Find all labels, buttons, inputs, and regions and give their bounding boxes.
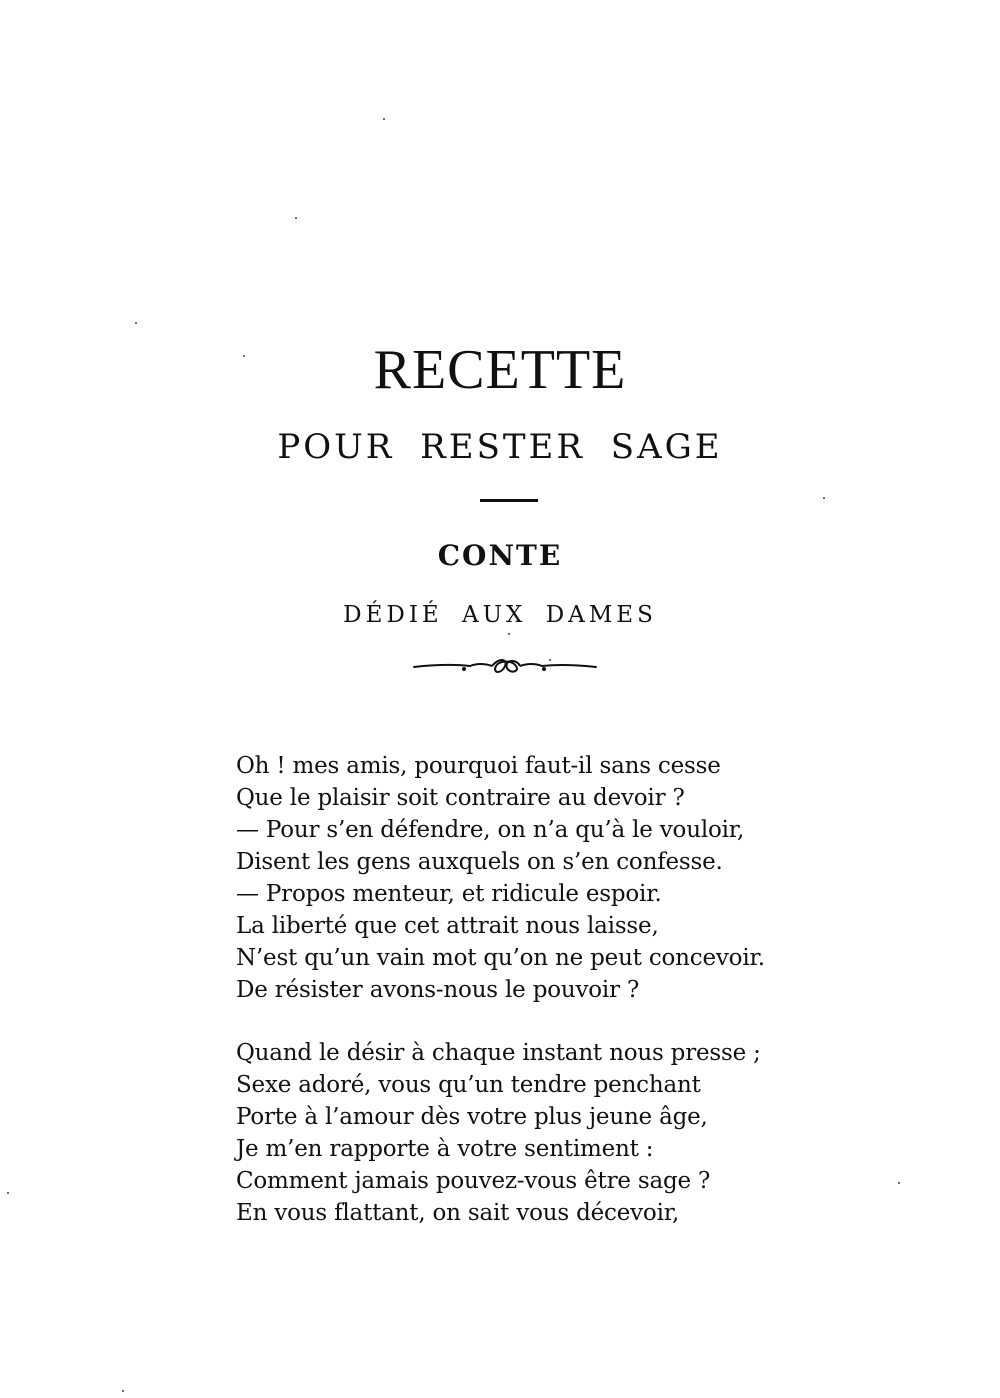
scan-speck <box>295 217 297 219</box>
scan-speck <box>508 633 510 635</box>
verse-line: — Propos menteur, et ridicule espoir. <box>236 881 662 907</box>
verse-line: En vous flattant, on sait vous décevoir, <box>236 1200 680 1226</box>
verse-line: Comment jamais pouvez-vous être sage ? <box>236 1168 711 1194</box>
scan-speck <box>7 1192 9 1194</box>
scan-speck <box>135 322 137 324</box>
verse-line: De résister avons-nous le pouvoir ? <box>236 977 640 1003</box>
poem-stanza-2 <box>236 1037 836 1229</box>
genre-label: CONTE <box>437 539 563 572</box>
verse-line: N’est qu’un vain mot qu’on ne peut concevoir. <box>236 945 765 971</box>
verse-line: — Pour s’en défendre, on n’a qu’à le vouloir, <box>236 817 745 843</box>
verse-line: Que le plaisir soit contraire au devoir ? <box>236 785 685 811</box>
verse-line: Oh ! mes amis, pourquoi faut-il sans cesse <box>236 753 721 779</box>
verse-line: Disent les gens auxquels on s’en confesse. <box>236 849 723 875</box>
verse-line: Porte à l’amour dès votre plus jeune âge, <box>236 1104 708 1130</box>
title-rule <box>480 499 538 502</box>
verse-line: Quand le désir à chaque instant nous presse ; <box>236 1040 761 1066</box>
page-subtitle: POUR RESTER SAGE <box>277 427 723 467</box>
verse-line: Je m’en rapporte à votre sentiment : <box>236 1136 654 1162</box>
ornament-flourish-icon <box>412 654 598 678</box>
poem-stanza-1 <box>236 750 836 1006</box>
page-title: RECETTE <box>373 339 627 401</box>
dedication-line: DÉDIÉ AUX DAMES <box>343 602 657 628</box>
scan-speck <box>243 355 245 357</box>
scan-speck <box>383 118 385 120</box>
verse-line: Sexe adoré, vous qu’un tendre penchant <box>236 1072 701 1098</box>
scan-speck <box>898 1182 900 1184</box>
scan-speck <box>823 497 825 499</box>
scan-speck <box>122 1390 124 1392</box>
verse-line: La liberté que cet attrait nous laisse, <box>236 913 659 939</box>
scan-speck <box>549 659 551 661</box>
